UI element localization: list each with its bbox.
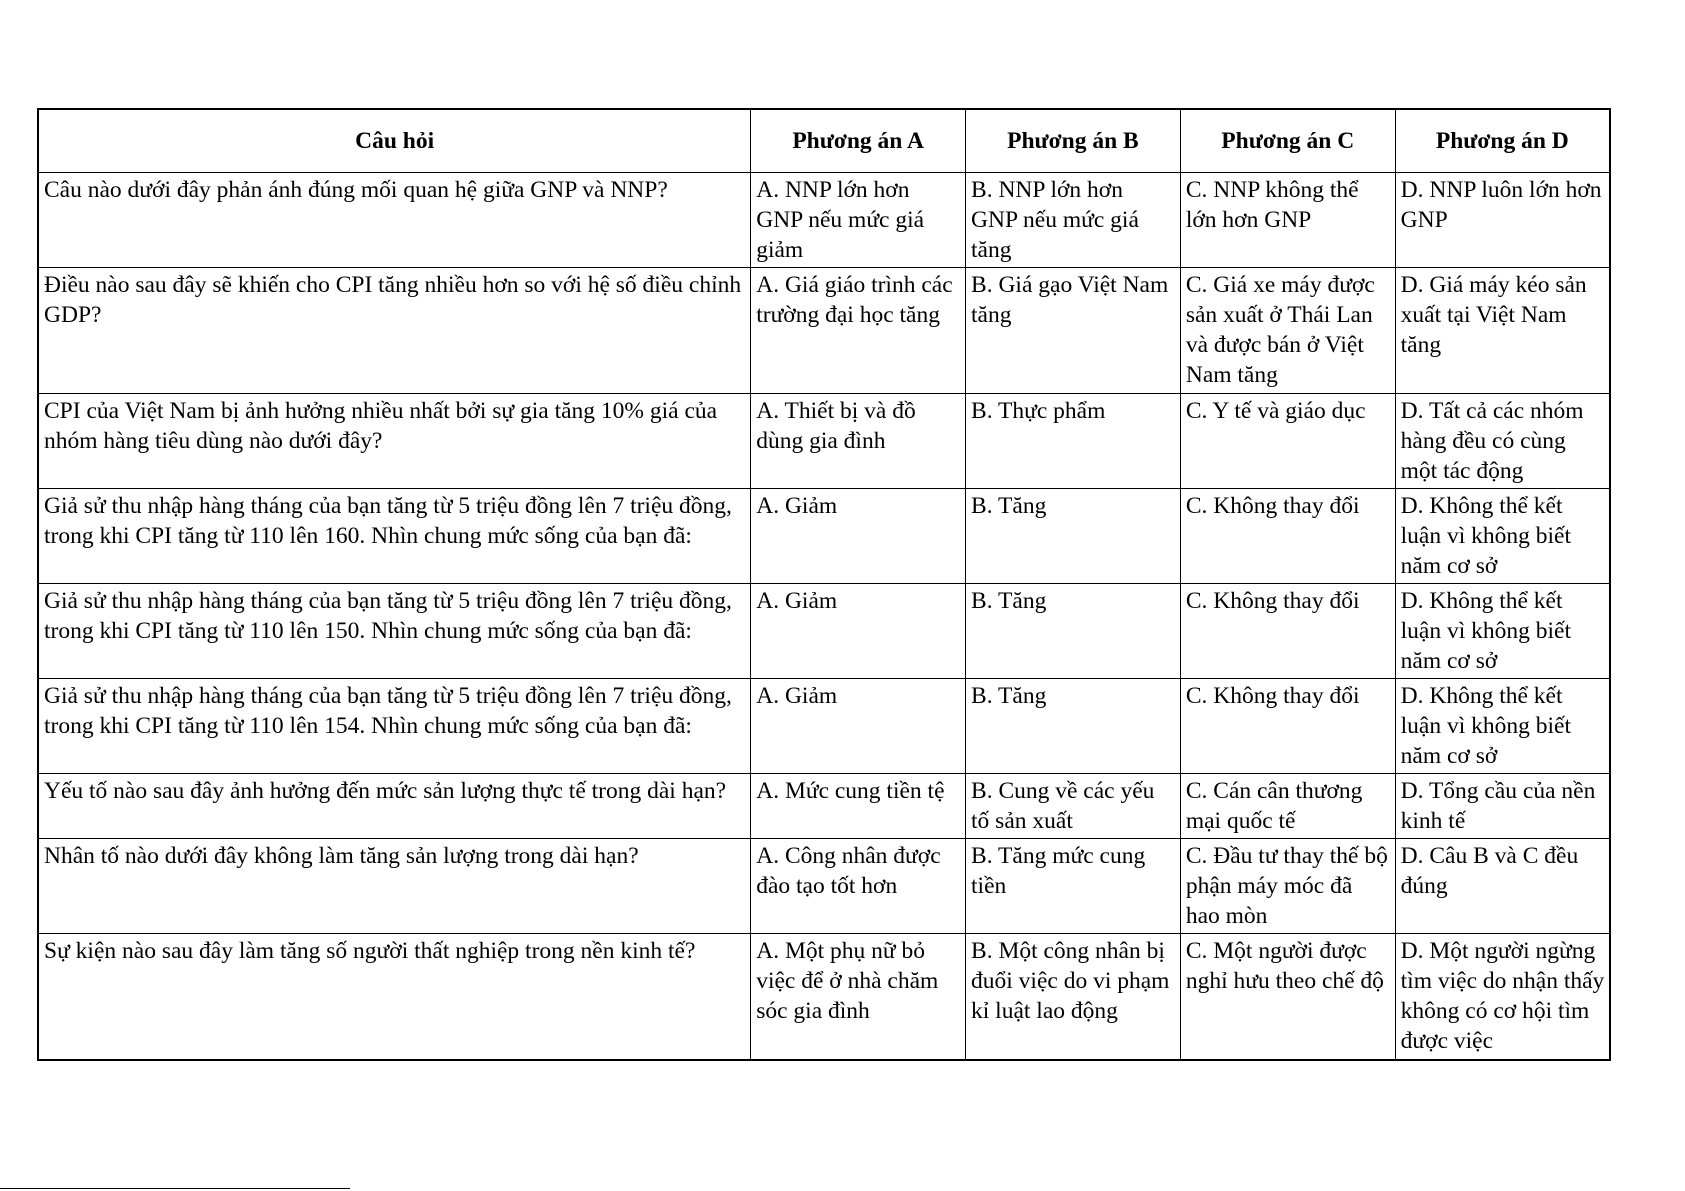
option-b-cell: B. Thực phẩm <box>966 394 1181 489</box>
header-option-b: Phương án B <box>966 109 1181 173</box>
table-row <box>38 774 1610 839</box>
option-a-cell: A. Giảm <box>751 679 966 774</box>
option-d-cell: D. Tất cả các nhóm hàng đều có cùng một tác động <box>1395 394 1610 489</box>
option-d-cell: D. Không thể kết luận vì không biết năm cơ sở <box>1395 584 1610 679</box>
question-cell: Yếu tố nào sau đây ảnh hưởng đến mức sản lượng thực tế trong dài hạn? <box>38 774 751 839</box>
option-c-cell: C. Không thay đổi <box>1180 489 1395 584</box>
header-option-c: Phương án C <box>1180 109 1395 173</box>
option-b-cell: B. Tăng <box>966 489 1181 584</box>
option-d-cell: D. Câu B và C đều đúng <box>1395 839 1610 934</box>
option-c-cell: C. Giá xe máy được sản xuất ở Thái Lan và được bán ở Việt Nam tăng <box>1180 268 1395 394</box>
question-cell: CPI của Việt Nam bị ảnh hưởng nhiều nhất bởi sự gia tăng 10% giá của nhóm hàng tiêu dùng nào dưới đây? <box>38 394 751 489</box>
header-question: Câu hỏi <box>38 109 751 173</box>
footnote-separator <box>0 1188 350 1189</box>
option-a-cell: A. Giá giáo trình các trường đại học tăng <box>751 268 966 394</box>
option-d-cell: D. Không thể kết luận vì không biết năm cơ sở <box>1395 679 1610 774</box>
table-row <box>38 934 1610 1061</box>
option-b-cell: B. Giá gạo Việt Nam tăng <box>966 268 1181 394</box>
header-row <box>38 109 1610 173</box>
question-cell: Giả sử thu nhập hàng tháng của bạn tăng từ 5 triệu đồng lên 7 triệu đồng, trong khi CPI tăng từ 110 lên 160. Nhìn chung mức sống của bạn đã: <box>38 489 751 584</box>
question-cell: Giả sử thu nhập hàng tháng của bạn tăng từ 5 triệu đồng lên 7 triệu đồng, trong khi CPI tăng từ 110 lên 154. Nhìn chung mức sống của bạn đã: <box>38 679 751 774</box>
question-cell: Điều nào sau đây sẽ khiến cho CPI tăng nhiều hơn so với hệ số điều chỉnh GDP? <box>38 268 751 394</box>
question-cell: Câu nào dưới đây phản ánh đúng mối quan hệ giữa GNP và NNP? <box>38 173 751 268</box>
option-b-cell: B. Một công nhân bị đuổi việc do vi phạm kỉ luật lao động <box>966 934 1181 1061</box>
option-b-cell: B. Cung về các yếu tố sản xuất <box>966 774 1181 839</box>
option-b-cell: B. Tăng mức cung tiền <box>966 839 1181 934</box>
quiz-table <box>37 108 1611 1061</box>
table-row <box>38 839 1610 934</box>
table-row <box>38 173 1610 268</box>
option-d-cell: D. Không thể kết luận vì không biết năm cơ sở <box>1395 489 1610 584</box>
option-c-cell: C. Y tế và giáo dục <box>1180 394 1395 489</box>
option-b-cell: B. NNP lớn hơn GNP nếu mức giá tăng <box>966 173 1181 268</box>
option-b-cell: B. Tăng <box>966 584 1181 679</box>
option-a-cell: A. Giảm <box>751 584 966 679</box>
option-d-cell: D. Tổng cầu của nền kinh tế <box>1395 774 1610 839</box>
option-a-cell: A. Công nhân được đào tạo tốt hơn <box>751 839 966 934</box>
option-a-cell: A. Giảm <box>751 489 966 584</box>
table-row <box>38 584 1610 679</box>
option-a-cell: A. Thiết bị và đồ dùng gia đình <box>751 394 966 489</box>
option-c-cell: C. Không thay đổi <box>1180 679 1395 774</box>
option-c-cell: C. Không thay đổi <box>1180 584 1395 679</box>
table-row <box>38 268 1610 394</box>
option-c-cell: C. Cán cân thương mại quốc tế <box>1180 774 1395 839</box>
question-cell: Sự kiện nào sau đây làm tăng số người thất nghiệp trong nền kinh tế? <box>38 934 751 1061</box>
option-a-cell: A. Một phụ nữ bỏ việc để ở nhà chăm sóc gia đình <box>751 934 966 1061</box>
option-a-cell: A. Mức cung tiền tệ <box>751 774 966 839</box>
option-c-cell: C. NNP không thể lớn hơn GNP <box>1180 173 1395 268</box>
option-a-cell: A. NNP lớn hơn GNP nếu mức giá giảm <box>751 173 966 268</box>
option-d-cell: D. NNP luôn lớn hơn GNP <box>1395 173 1610 268</box>
header-option-a: Phương án A <box>751 109 966 173</box>
header-option-d: Phương án D <box>1395 109 1610 173</box>
table-row <box>38 679 1610 774</box>
option-b-cell: B. Tăng <box>966 679 1181 774</box>
option-d-cell: D. Giá máy kéo sản xuất tại Việt Nam tăng <box>1395 268 1610 394</box>
table-row <box>38 394 1610 489</box>
option-d-cell: D. Một người ngừng tìm việc do nhận thấy không có cơ hội tìm được việc <box>1395 934 1610 1061</box>
option-c-cell: C. Một người được nghỉ hưu theo chế độ <box>1180 934 1395 1061</box>
table-row <box>38 489 1610 584</box>
option-c-cell: C. Đầu tư thay thế bộ phận máy móc đã hao mòn <box>1180 839 1395 934</box>
question-cell: Nhân tố nào dưới đây không làm tăng sản lượng trong dài hạn? <box>38 839 751 934</box>
question-cell: Giả sử thu nhập hàng tháng của bạn tăng từ 5 triệu đồng lên 7 triệu đồng, trong khi CPI tăng từ 110 lên 150. Nhìn chung mức sống của bạn đã: <box>38 584 751 679</box>
